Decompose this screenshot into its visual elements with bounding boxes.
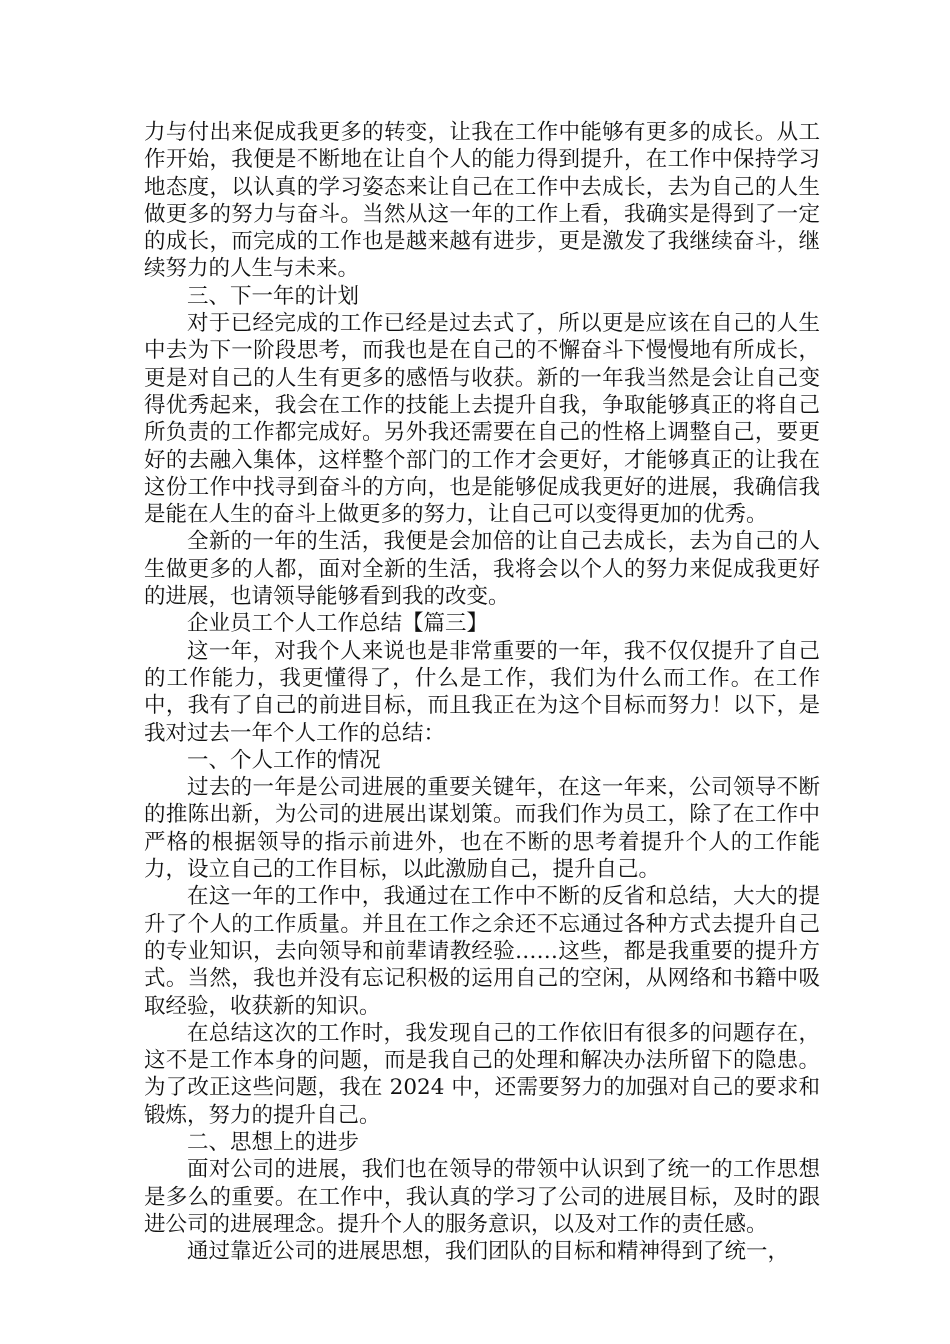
article-title-part-three: 企业员工个人工作总结【篇三】 <box>187 611 489 637</box>
paragraph: 全新的一年的生活，我便是会加倍的让自己去成长，去为自己的人生做更多的人都，面对全新的生活，我将会以个人的努力来促成我更好的进展，也请领导能够看到我的改变。 <box>144 529 820 610</box>
paragraph: 通过靠近公司的进展思想，我们团队的目标和精神得到了统一， <box>187 1239 790 1265</box>
paragraph: 面对公司的进展，我们也在领导的带领中认识到了统一的工作思想是多么的重要。在工作中，我认真的学习了公司的进展目标，及时的跟进公司的进展理念。提升个人的服务意识，以及对工作的责任感。 <box>144 1157 820 1237</box>
section-heading-next-year-plan: 三、下一年的计划 <box>187 283 360 309</box>
paragraph: 在总结这次的工作时，我发现自己的工作依旧有很多的问题存在，这不是工作本身的问题，而是我自己的处理和解决办法所留下的隐患。为了改正这些问题，我在 2024 中，还需要努力的加强对自己的要求和锻炼，努力的提升自己。 <box>144 1020 820 1128</box>
section-heading-thought-progress: 二、思想上的进步 <box>187 1129 360 1155</box>
paragraph: 对于已经完成的工作已经是过去式了，所以更是应该在自己的人生中去为下一阶段思考，而我也是在自己的不懈奋斗下慢慢地有所成长，更是对自己的人生有更多的感悟与收获。新的一年我当然是会让自己变得优秀起来，我会在工作的技能上去提升自我，争取能够真正的将自己所负责的工作都完成好。另外我还需要在自己的性格上调整自己，要更好的去融入集体，这样整个部门的工作才会更好，才能够真正的让我在这份工作中找寻到奋斗的方向，也是能够促成我更好的进展，我确信我是能在人生的奋斗上做更多的努力，让自己可以变得更加的优秀。 <box>144 311 820 528</box>
section-heading-personal-work: 一、个人工作的情况 <box>187 747 381 773</box>
document-body <box>144 119 820 1265</box>
paragraph: 过去的一年是公司进展的重要关键年，在这一年来，公司领导不断的推陈出新，为公司的进展出谋划策。而我们作为员工，除了在工作中严格的根据领导的指示前进外，也在不断的思考着提升个人的工作能力，设立自己的工作目标，以此激励自己，提升自己。 <box>144 775 820 883</box>
paragraph: 这一年，对我个人来说也是非常重要的一年，我不仅仅提升了自己的工作能力，我更懂得了，什么是工作，我们为什么而工作。在工作中，我有了自己的前进目标，而且我正在为这个目标而努力！以下，是我对过去一年个人工作的总结： <box>144 638 820 746</box>
paragraph: 在这一年的工作中，我通过在工作中不断的反省和总结，大大的提升了个人的工作质量。并且在工作之余还不忘通过各种方式去提升自己的专业知识，去向领导和前辈请教经验……这些，都是我重要的提升方式。当然，我也并没有忘记积极的运用自己的空闲，从网络和书籍中吸取经验，收获新的知识。 <box>144 884 820 1019</box>
paragraph-continued: 力与付出来促成我更多的转变，让我在工作中能够有更多的成长。从工作开始，我便是不断地在让自个人的能力得到提升，在工作中保持学习地态度，以认真的学习姿态来让自己在工作中去成长，去为自己的人生做更多的努力与奋斗。当然从这一年的工作上看，我确实是得到了一定的成长，而完成的工作也是越来越有进步，更是激发了我继续奋斗，继续努力的人生与未来。 <box>144 120 820 282</box>
